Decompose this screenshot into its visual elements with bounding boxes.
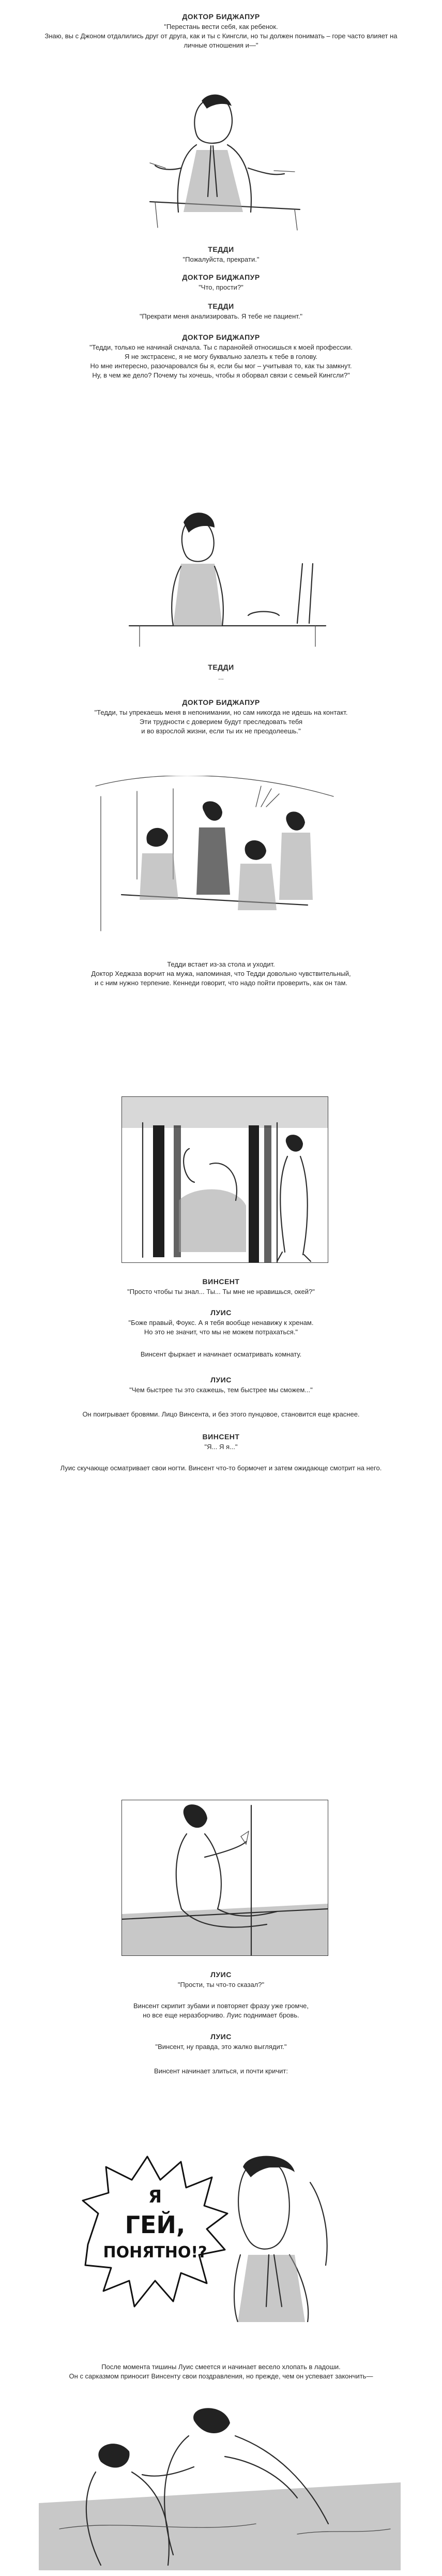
narration-text: Луис скучающе осматривает свои ногти. Винсент что-то бормочет и затем ожидающе смотрит на него. xyxy=(60,1464,382,1472)
shout-text-line2: ГЕЙ, xyxy=(125,2211,186,2239)
narration-text: Он поигрывает бровями. Лицо Винсента, и без этого пунцовое, становится еще краснее. xyxy=(82,1410,360,1418)
dialogue-block-12 xyxy=(41,1376,401,1395)
illustration-doctor-at-desk xyxy=(119,78,326,233)
shout-text-line1: Я xyxy=(148,2187,162,2207)
speaker-name: ДОКТОР БИДЖАПУР xyxy=(182,333,260,341)
speaker-name: ТЕДДИ xyxy=(208,245,234,253)
dialogue-block-10 xyxy=(41,1308,401,1337)
narration-block-11 xyxy=(41,1350,401,1359)
dialogue-text: "Просто чтобы ты знал... Ты... Ты мне не нравишься, окей?" xyxy=(127,1288,315,1295)
narration-block-8 xyxy=(41,960,401,988)
dialogue-text: "Винсент, ну правда, это жалко выглядит." xyxy=(155,2043,287,2051)
shout-panel xyxy=(78,2151,367,2322)
narration-block-19 xyxy=(41,2067,401,2076)
speaker-name: ТЕДДИ xyxy=(208,302,234,310)
dialogue-text: "Перестань вести себя, как ребенок. Знаю, вы с Джоном отдалились друг от друга, как и ты с Кингсли, но ты должен понимать – горе часто влияет на личные отношения и—" xyxy=(44,23,398,49)
panel-vincent-on-bed xyxy=(121,1800,328,1956)
narration-text: Винсент начинает злиться, и почти кричит: xyxy=(154,2067,288,2075)
panel-bedroom-curtains xyxy=(121,1096,328,1263)
dialogue-block-6 xyxy=(41,663,401,682)
dialogue-block-5 xyxy=(41,333,401,380)
dialogue-block-2 xyxy=(41,245,401,264)
dialogue-block-4 xyxy=(41,302,401,321)
dialogue-block-7 xyxy=(41,698,401,736)
dialogue-text: ... xyxy=(218,673,224,681)
dialogue-text: "Что, прости?" xyxy=(199,283,243,291)
narration-text: Тедди встает из-за стола и уходит. Доктор Хеджаза ворчит на мужа, напоминая, что Тедди довольно чувствительный, и с ним нужно терпение. Кеннеди говорит, что надо пойти проверить, как он там. xyxy=(91,960,351,987)
dialogue-block-16 xyxy=(41,1970,401,1990)
speaker-name: ДОКТОР БИДЖАПУР xyxy=(182,273,260,281)
narration-block-17 xyxy=(41,2001,401,2020)
speaker-name: ЛУИС xyxy=(210,1376,232,1384)
speaker-name: ТЕДДИ xyxy=(208,663,234,671)
dialogue-block-18 xyxy=(41,2032,401,2052)
narration-block-20 xyxy=(41,2362,401,2381)
narration-block-15 xyxy=(41,1464,401,1473)
narration-text: Винсент скрипит зубами и повторяет фразу уже громче, но все еще неразборчиво. Луис поднимает бровь. xyxy=(133,2002,309,2019)
speaker-name: ЛУИС xyxy=(210,1308,232,1317)
shout-text-line3: ПОНЯТНО!? xyxy=(103,2243,207,2262)
illustration-family-dinner xyxy=(90,776,339,941)
narration-text: Винсент фыркает и начинает осматривать комнату. xyxy=(140,1350,302,1358)
speaker-name: ДОКТОР БИДЖАПУР xyxy=(182,698,260,706)
narration-text: После момента тишины Луис смеется и начинает весело хлопать в ладоши. Он с сарказмом приносит Винсенту свои поздравления, но прежде, чем он успевает закончить— xyxy=(69,2363,373,2380)
narration-block-13 xyxy=(41,1410,401,1419)
dialogue-block-9 xyxy=(41,1277,401,1297)
speaker-name: ЛУИС xyxy=(210,1970,232,1979)
dialogue-block-3 xyxy=(41,273,401,292)
speaker-name: ВИНСЕНТ xyxy=(202,1433,240,1441)
illustration-teddy-at-table xyxy=(119,496,336,652)
speaker-name: ЛУИС xyxy=(210,2032,232,2041)
dialogue-text: "Тедди, ты упрекаешь меня в непонимании, но сам никогда не идешь на контакт. Эти трудности с доверием будут преследовать тебя и во взрослой жизни, если ты их не преодолеешь." xyxy=(94,709,348,735)
speaker-name: ВИНСЕНТ xyxy=(202,1277,240,1286)
dialogue-block-1 xyxy=(41,12,401,50)
dialogue-block-14 xyxy=(41,1433,401,1452)
dialogue-text: "Прекрати меня анализировать. Я тебе не пациент." xyxy=(139,312,303,320)
dialogue-text: "Пожалуйста, прекрати." xyxy=(182,255,260,263)
dialogue-text: "Прости, ты что-то сказал?" xyxy=(177,1981,265,1989)
illustration-final-kiss xyxy=(39,2400,401,2570)
dialogue-text: "Тедди, только не начинай сначала. Ты с паранойей относишься к моей профессии. Я не экстрасенс, я не могу буквально залезть к тебе в голову. Но мне интересно, разочаровался бы я, если бы мог – учитывая то, как ты замкнут. Ну, в чем же дело? Почему ты хочешь, чтобы я оборвал связи с семьей Кингсли?" xyxy=(89,343,353,379)
dialogue-text: "Боже правый, Фоукс. А я тебя вообще ненавижу к хренам. Но это не значит, что мы не можем потрахаться." xyxy=(128,1319,314,1336)
dialogue-text: "Я... Я я..." xyxy=(204,1443,238,1451)
dialogue-text: "Чем быстрее ты это скажешь, тем быстрее мы сможем..." xyxy=(129,1386,313,1394)
speaker-name: ДОКТОР БИДЖАПУР xyxy=(182,12,260,21)
